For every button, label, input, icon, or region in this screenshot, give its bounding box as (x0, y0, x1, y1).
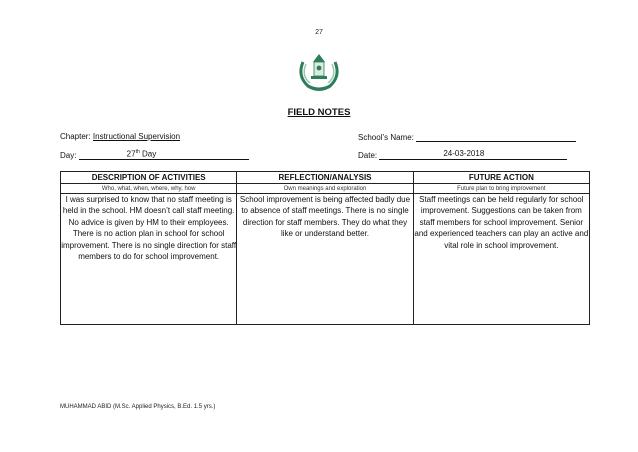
day-value: 27 (126, 149, 136, 159)
chapter-school-row (60, 132, 580, 144)
page-number: 27 (315, 29, 323, 36)
school-name-field (358, 132, 576, 142)
column-subheader-reflection: Own meanings and exploration (237, 184, 413, 194)
school-crest-icon (294, 50, 344, 94)
chapter-field (60, 132, 180, 141)
column-subheader-future-action: Future plan to bring improvement (413, 184, 589, 194)
day-date-row (60, 150, 580, 162)
date-field (358, 150, 567, 160)
day-word: Day (139, 149, 157, 159)
day-suffix: th (135, 149, 140, 155)
table-subheader-row (61, 184, 590, 194)
column-header-reflection: REFLECTION/ANALYSIS (237, 172, 413, 184)
document-title: FIELD NOTES (287, 107, 351, 118)
school-name-line (416, 132, 576, 142)
school-name-label: School’s Name: (358, 133, 417, 142)
day-label: Day: (60, 151, 79, 160)
future-action-cell: Staff meetings can be held regularly for school improvement. Suggestions can be taken from staff members for school improvement. Senior and experienced teachers can play an active and vital role in school improvement. (413, 194, 589, 325)
date-value: 24-03-2018 (443, 149, 485, 158)
description-cell: I was surprised to know that no staff meeting is held in the school. HM doesn’t call staff meeting. No advice is given by HM to their employees. There is no action plan in school for school improvement. There is no single direction for staff members to do for school improvement. (61, 194, 237, 325)
table-header-row (61, 172, 590, 184)
date-label: Date: (358, 151, 380, 160)
reflection-cell: School improvement is being affected badly due to absence of staff meetings. There is no single direction for staff members. They do what they like or understand better. (237, 194, 413, 325)
table-row (61, 194, 590, 325)
column-header-description: DESCRIPTION OF ACTIVITIES (61, 172, 237, 184)
day-line (79, 150, 249, 160)
column-subheader-description: Who, what, when, where, why, how (61, 184, 237, 194)
field-notes-table (60, 171, 590, 325)
chapter-value: Instructional Supervision (92, 132, 181, 141)
day-field (60, 150, 249, 160)
date-line (379, 150, 567, 160)
author-footer: MUHAMMAD ABID (M.Sc. Applied Physics, B.Ed. 1.5 yrs.) (60, 404, 216, 410)
chapter-label: Chapter: (60, 132, 93, 141)
column-header-future-action: FUTURE ACTION (413, 172, 589, 184)
